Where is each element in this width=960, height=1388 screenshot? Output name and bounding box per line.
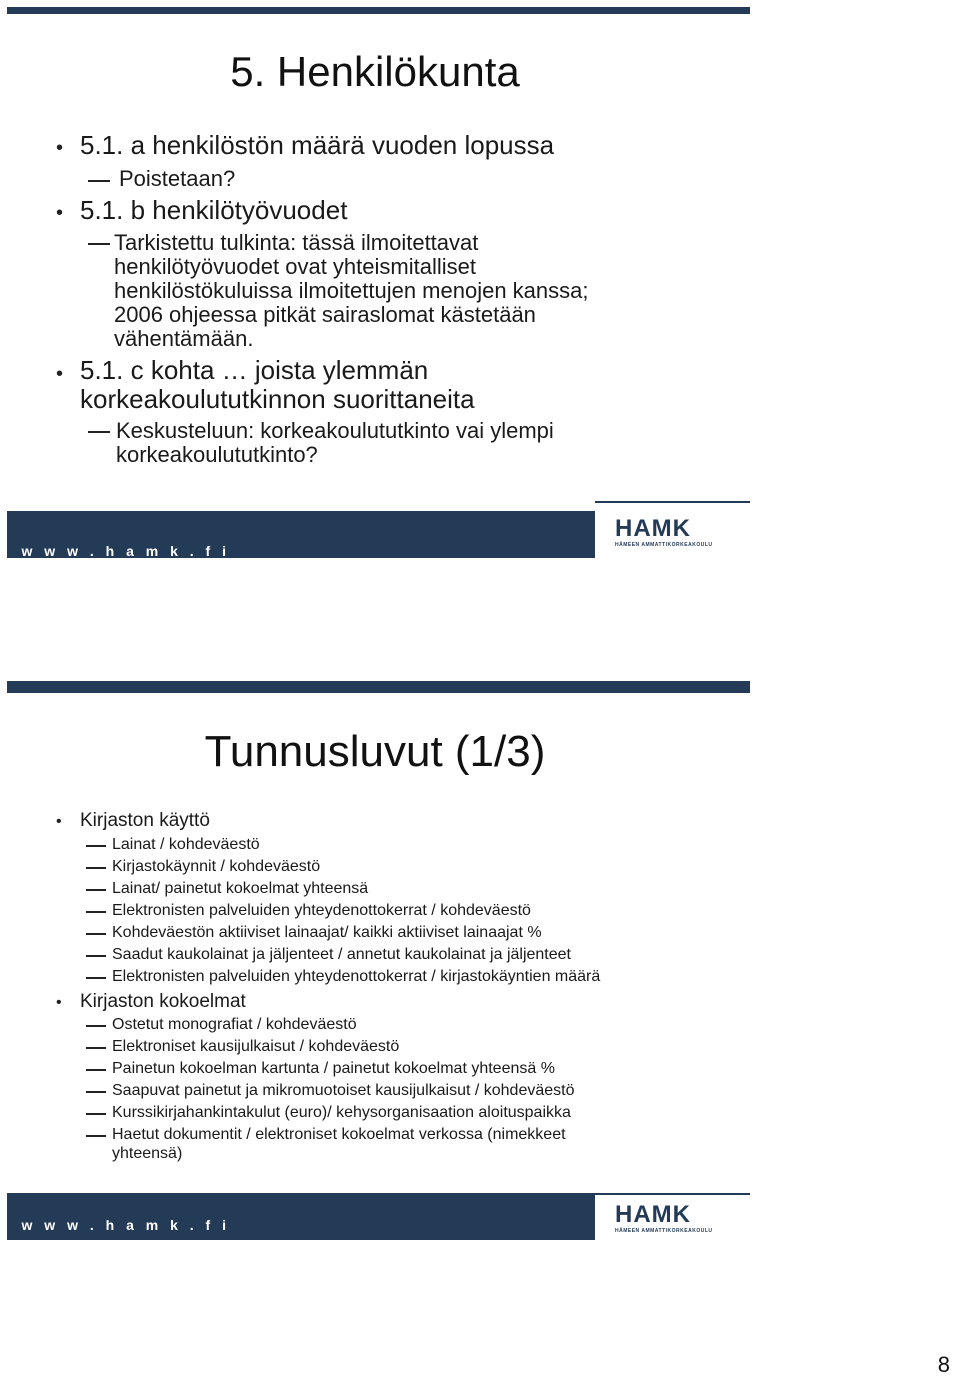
page-number: 8 <box>937 1352 950 1377</box>
dash-marker <box>86 1069 106 1071</box>
slide1-top-bar <box>7 7 750 14</box>
dash-marker <box>88 243 110 245</box>
slide1-title: 5. Henkilökunta <box>230 48 520 95</box>
slide1-subitem-cont: 2006 ohjeessa pitkät sairaslomat kästetään <box>114 302 536 327</box>
slide2-subitem: Lainat / kohdeväestö <box>112 836 260 853</box>
dash-marker <box>86 1113 106 1115</box>
slide2-subitem: Saapuvat painetut ja mikromuotoiset kausijulkaisut / kohdeväestö <box>112 1082 575 1099</box>
footer-url: w w w . h a m k . f i <box>21 1217 230 1233</box>
bullet-dot: • <box>56 994 62 1011</box>
logo-subtitle: HÄMEEN AMMATTIKORKEAKOULU <box>615 1228 713 1234</box>
slide1-subitem-cont: korkeakoulututkinto? <box>116 442 318 467</box>
slide2-title: Tunnusluvut (1/3) <box>204 727 546 776</box>
bullet-dot: • <box>56 202 64 224</box>
slide2-subitem: Kirjastokäynnit / kohdeväestö <box>112 858 321 875</box>
dash-marker <box>88 180 110 182</box>
hamk-logo <box>615 1203 733 1234</box>
bullet-dot: • <box>56 137 64 159</box>
logo-word: HAMK <box>615 1201 691 1228</box>
slide2-subitem: Saadut kaukolainat ja jäljenteet / annetut kaukolainat ja jäljenteet <box>112 946 571 963</box>
slide2-subitem: Painetun kokoelman kartunta / painetut kokoelmat yhteensä % <box>112 1060 555 1077</box>
dash-marker <box>86 1091 106 1093</box>
slide2-subitem: Kurssikirjahankintakulut (euro)/ kehysorganisaation aloituspaikka <box>112 1104 571 1121</box>
slide1-item: 5.1. b henkilötyövuodet <box>80 195 348 225</box>
hamk-logo <box>615 517 733 548</box>
bullet-dot: • <box>56 813 62 830</box>
slide2-subitem: Ostetut monografiat / kohdeväestö <box>112 1016 357 1033</box>
slide2-subitem: Elektronisten palveluiden yhteydenottokerrat / kirjastokäyntien määrä <box>112 968 601 985</box>
dash-marker <box>86 867 106 869</box>
dash-marker <box>86 977 106 979</box>
footer-band <box>7 511 595 558</box>
footer-url: w w w . h a m k . f i <box>21 543 230 559</box>
footer-band <box>7 1193 595 1240</box>
logo-panel <box>595 1193 750 1240</box>
slide2-top-bar <box>7 681 750 693</box>
dash-marker <box>86 845 106 847</box>
slide2-subitem: Kohdeväestön aktiiviset lainaajat/ kaikki aktiiviset lainaajat % <box>112 924 542 941</box>
slide1-subitem-cont: henkilöstökuluissa ilmoitettujen menojen kanssa; <box>114 278 589 303</box>
dash-marker <box>86 1025 106 1027</box>
slide2-subitem: Lainat/ painetut kokoelmat yhteensä <box>112 880 369 897</box>
slide2-footer <box>7 1193 750 1240</box>
logo-panel <box>595 501 750 558</box>
slide1-item: 5.1. a henkilöstön määrä vuoden lopussa <box>80 130 555 160</box>
dash-marker <box>86 1047 106 1049</box>
slide1-item-cont: korkeakoulututkinnon suorittaneita <box>80 384 475 414</box>
dash-marker <box>86 955 106 957</box>
dash-marker <box>88 431 110 433</box>
dash-marker <box>86 911 106 913</box>
slide1-item: 5.1. c kohta … joista ylemmän <box>80 355 429 385</box>
slide1-subitem-cont: vähentämään. <box>114 326 254 351</box>
slide1-subitem: Tarkistettu tulkinta: tässä ilmoitettavat <box>114 230 479 255</box>
logo-word: HAMK <box>615 515 691 542</box>
dash-marker <box>86 933 106 935</box>
slide2-subitem: Haetut dokumentit / elektroniset kokoelmat verkossa (nimekkeet <box>112 1126 566 1143</box>
dash-marker <box>86 1135 106 1137</box>
slide1-subitem: Keskusteluun: korkeakoulututkinto vai ylempi <box>116 418 554 443</box>
slide1-subitem-cont: henkilötyövuodet ovat yhteismitalliset <box>114 254 476 279</box>
slide2-subitem: Elektronisten palveluiden yhteydenottokerrat / kohdeväestö <box>112 902 531 919</box>
slide2-item: Kirjaston käyttö <box>80 810 210 831</box>
logo-subtitle: HÄMEEN AMMATTIKORKEAKOULU <box>615 542 713 548</box>
bullet-dot: • <box>56 363 64 385</box>
dash-marker <box>86 889 106 891</box>
slide1-subitem: Poistetaan? <box>119 166 236 191</box>
slide1-footer <box>7 501 750 558</box>
slide2-item: Kirjaston kokoelmat <box>80 991 246 1012</box>
slide2-subitem: Elektroniset kausijulkaisut / kohdeväestö <box>112 1038 400 1055</box>
slide2-subitem-cont: yhteensä) <box>112 1145 183 1162</box>
